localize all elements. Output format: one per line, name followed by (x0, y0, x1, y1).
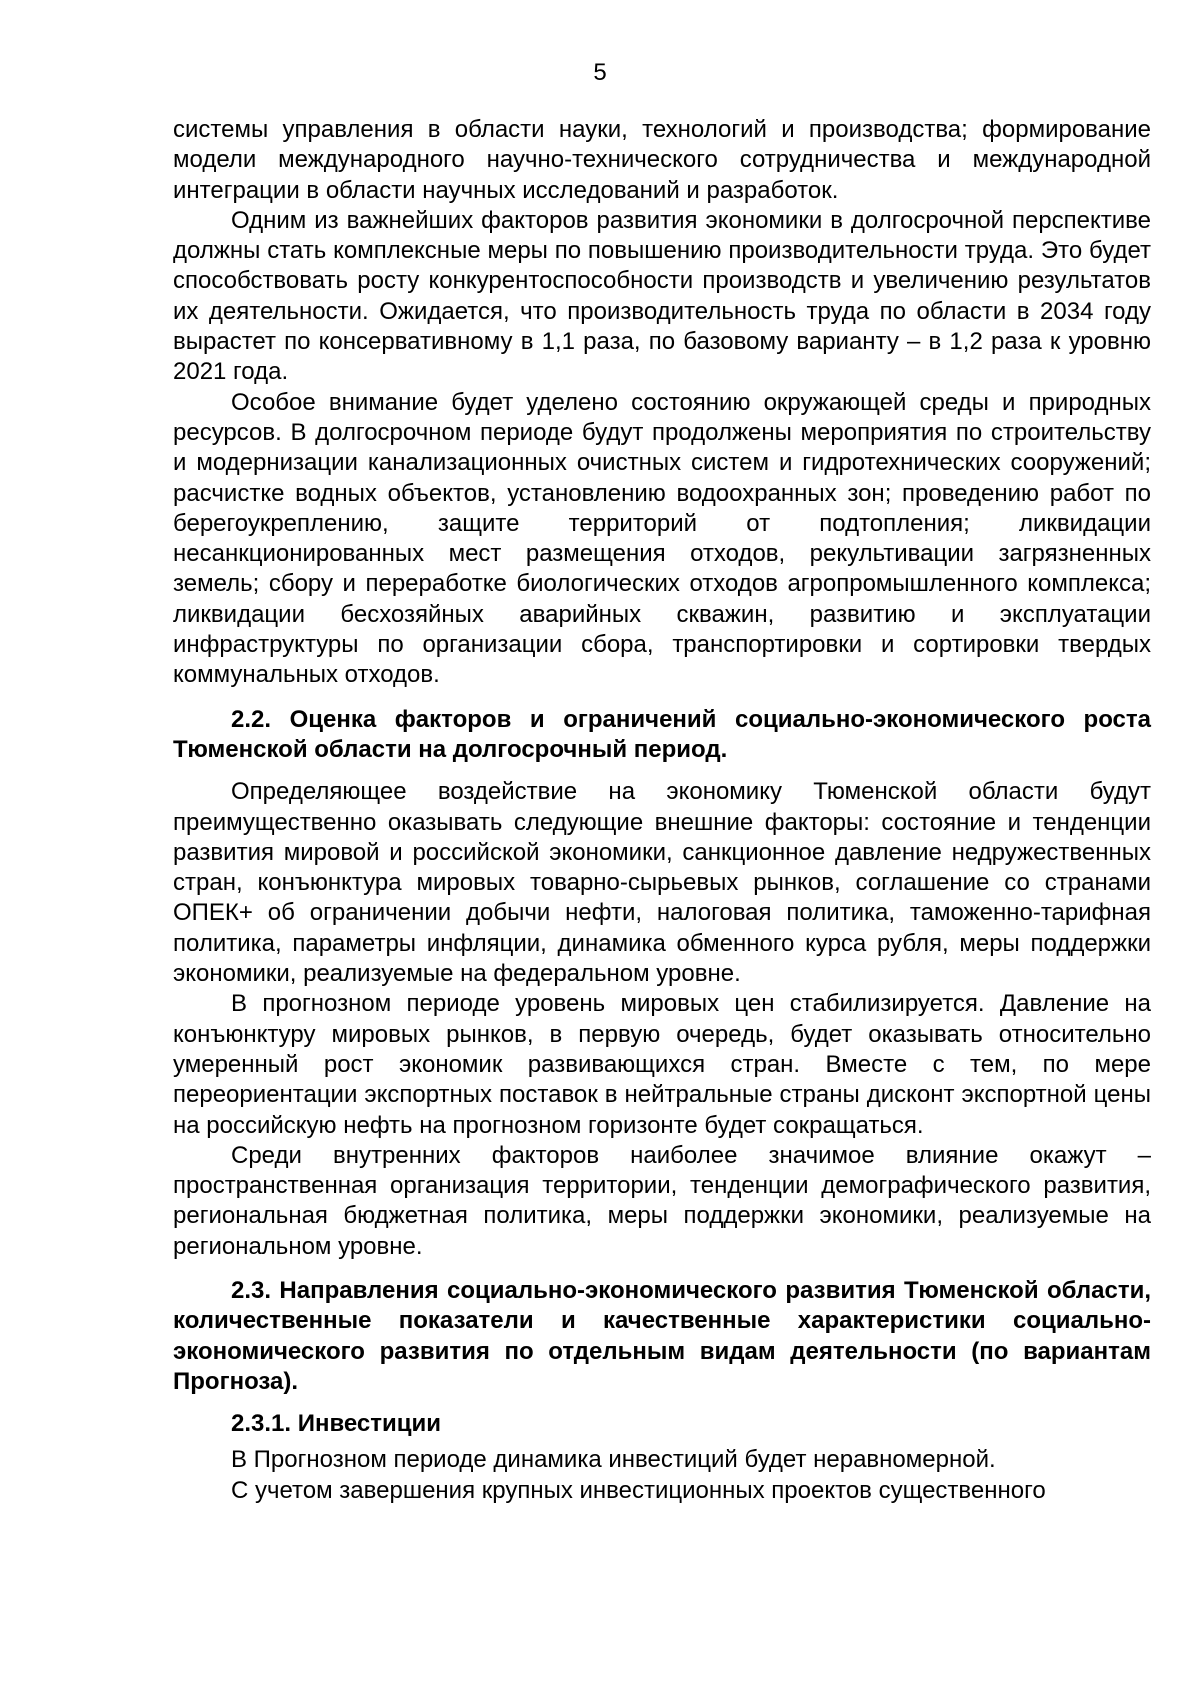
section-heading-2-2: 2.2. Оценка факторов и ограничений социально-экономического роста Тюменской области на долгосрочный период. (173, 705, 1151, 763)
paragraph-environment: Особое внимание будет уделено состоянию окружающей среды и природных ресурсов. В долгосрочном периоде будут продолжены мероприятия по строительству и модернизации канализационных очистных систем и гидротехнических сооружений; расчистке водных объектов, установлению водоохранных зон; проведению работ по берегоукреплению, защите территорий от подтопления; ликвидации несанкционированных мест размещения отходов, рекультивации загрязненных земель; сбору и переработке биологических отходов агропромышленного комплекса; ликвидации бесхозяйных аварийных скважин, развитию и эксплуатации инфраструктуры по организации сбора, транспортировки и сортировки твердых коммунальных отходов. (173, 388, 1151, 689)
paragraph-investment-dynamics: В Прогнозном периоде динамика инвестиций будет неравномерной. (231, 1446, 996, 1474)
page-number: 5 (593, 59, 607, 86)
paragraph-external-factors: Определяющее воздействие на экономику Тюменской области будут преимущественно оказывать следующие внешние факторы: состояние и тенденции развития мировой и российской экономики, санкционное давление недружественных стран, конъюнктура мировых товарно-сырьевых рынков, соглашение со странами ОПЕК+ об ограничении добычи нефти, налоговая политика, таможенно-тарифная политика, параметры инфляции, динамика обменного курса рубля, меры поддержки экономики, реализуемые на федеральном уровне. (173, 778, 1151, 988)
document-body (173, 115, 1151, 1506)
paragraph-investment-projects: С учетом завершения крупных инвестиционных проектов существенного (231, 1476, 1046, 1504)
section-heading-2-3-1: 2.3.1. Инвестиции (231, 1410, 442, 1438)
paragraph-continuation: системы управления в области науки, технологий и производства; формирование модели международного научно-технического сотрудничества и международной интеграции в области научных исследований и разработок. (173, 116, 1151, 204)
paragraph-internal-factors: Среди внутренних факторов наиболее значимое влияние окажут – пространственная организация территории, тенденции демографического развития, региональная бюджетная политика, меры поддержки экономики, реализуемые на региональном уровне. (173, 1141, 1151, 1260)
paragraph-world-prices: В прогнозном периоде уровень мировых цен стабилизируется. Давление на конъюнктуру мировых рынков, в первую очередь, будет оказывать относительно умеренный рост экономик развивающихся стран. Вместе с тем, по мере переориентации экспортных поставок в нейтральные страны дисконт экспортной цены на российскую нефть на прогнозном горизонте будет сокращаться. (173, 990, 1151, 1139)
section-heading-2-3: 2.3. Направления социально-экономического развития Тюменской области, количественные показатели и качественные характеристики социально-экономического развития по отдельным видам деятельности (по вариантам Прогноза). (173, 1276, 1151, 1395)
paragraph-labor-productivity: Одним из важнейших факторов развития экономики в долгосрочной перспективе должны стать комплексные меры по повышению производительности труда. Это будет способствовать росту конкурентоспособности производств и увеличению результатов их деятельности. Ожидается, что производительность труда по области в 2034 году вырастет по консервативному в 1,1 раза, по базовому варианту – в 1,2 раза к уровню 2021 года. (173, 206, 1151, 386)
